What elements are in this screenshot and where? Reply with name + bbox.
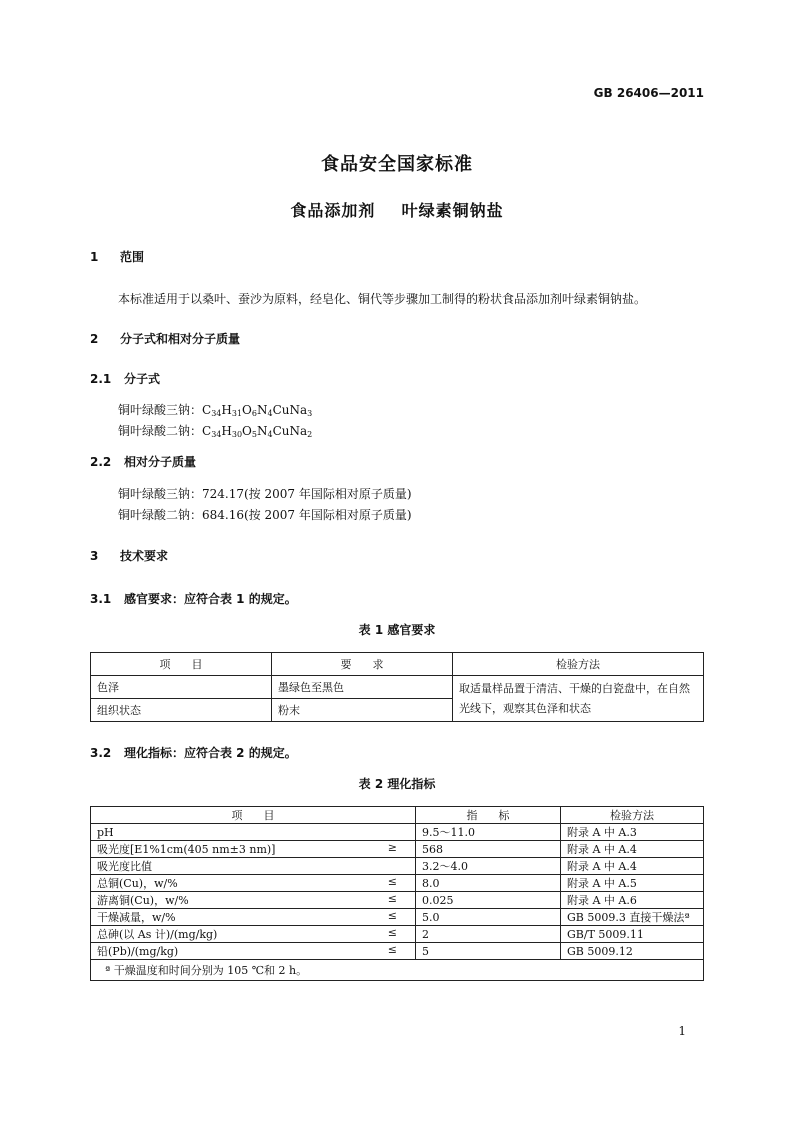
comparison-symbol: ≤ xyxy=(387,892,397,905)
method-cell: GB 5009.3 直接干燥法ª xyxy=(561,909,704,926)
method-cell: 附录 A 中 A.4 xyxy=(561,858,704,875)
table-cell: 组织状态 xyxy=(91,699,272,722)
formula-trisodium: 铜叶绿酸三钠：$C_{34}H_{31}O_6N_4CuNa_3$ xyxy=(118,403,313,418)
table-row xyxy=(91,943,704,960)
table-row xyxy=(91,676,704,699)
value-cell: 3.2～4.0 xyxy=(416,858,561,875)
document-subtitle: 食品添加剂 叶绿素铜钠盐 xyxy=(290,201,504,220)
section-number: 2.1 xyxy=(90,372,112,386)
section-3-2-heading xyxy=(90,744,297,761)
method-cell: 附录 A 中 A.4 xyxy=(561,841,704,858)
method-cell: GB 5009.12 xyxy=(561,943,704,960)
value-cell: 2 xyxy=(416,926,561,943)
table-row xyxy=(91,858,704,875)
table-header: 项 目 xyxy=(91,807,416,824)
item-text: pH xyxy=(97,825,114,839)
item-text: 吸光度[E1%1cm(405 nm±3 nm)] xyxy=(97,843,276,856)
table-row xyxy=(91,892,704,909)
table-cell: 粉末 xyxy=(272,699,453,722)
scope-paragraph: 本标准适用于以桑叶、蚕沙为原料，经皂化、铜代等步骤加工制得的粉状食品添加剂叶绿素铜钠盐。 xyxy=(118,292,647,306)
section-number: 1 xyxy=(90,250,99,264)
section-2-2-heading xyxy=(90,453,196,470)
section-title: 技术要求 xyxy=(120,549,169,563)
item-cell xyxy=(91,875,416,892)
sensory-requirements-table xyxy=(90,652,704,722)
section-number: 3.2 xyxy=(90,746,112,760)
item-cell xyxy=(91,892,416,909)
table-row xyxy=(91,824,704,841)
method-cell: 取适量样品置于清洁、干燥的白瓷盘中，在自然光线下，观察其色泽和状态 xyxy=(453,676,704,722)
document-title: 食品安全国家标准 xyxy=(321,154,473,175)
item-cell xyxy=(91,943,416,960)
formula-label: 铜叶绿酸三钠： xyxy=(118,403,203,417)
comparison-symbol: ≤ xyxy=(387,926,397,939)
table-row xyxy=(91,909,704,926)
method-cell: GB/T 5009.11 xyxy=(561,926,704,943)
item-text: 干燥减量，w/% xyxy=(97,911,176,924)
item-cell xyxy=(91,858,416,875)
item-cell xyxy=(91,824,416,841)
item-text: 总铜(Cu)，w/% xyxy=(97,877,178,890)
value-cell: 568 xyxy=(416,841,561,858)
table-header: 检验方法 xyxy=(453,653,704,676)
section-2-heading xyxy=(90,330,240,347)
page-number: 1 xyxy=(678,1024,686,1038)
item-cell xyxy=(91,909,416,926)
section-title: 分子式 xyxy=(124,372,161,386)
comparison-symbol: ≤ xyxy=(387,943,397,956)
item-cell xyxy=(91,926,416,943)
comparison-symbol: ≤ xyxy=(387,909,397,922)
section-number: 2 xyxy=(90,332,99,346)
value-cell: 9.5～11.0 xyxy=(416,824,561,841)
mass-trisodium: 铜叶绿酸三钠：724.17(按 2007 年国际相对原子质量) xyxy=(118,487,412,501)
formula-disodium: 铜叶绿酸二钠：$C_{34}H_{30}O_5N_4CuNa_2$ xyxy=(118,424,313,439)
table-header: 检验方法 xyxy=(561,807,704,824)
section-title: 感官要求：应符合表 1 的规定。 xyxy=(124,592,297,606)
table-footnote-row xyxy=(91,960,704,981)
table-header: 指 标 xyxy=(416,807,561,824)
table-header: 要 求 xyxy=(272,653,453,676)
item-text: 铅(Pb)/(mg/kg) xyxy=(97,945,179,958)
table-row xyxy=(91,875,704,892)
section-2-1-heading xyxy=(90,370,160,387)
section-number: 3.1 xyxy=(90,592,112,606)
table-1-caption: 表 1 感官要求 xyxy=(358,623,436,637)
value-cell: 5.0 xyxy=(416,909,561,926)
item-cell xyxy=(91,841,416,858)
table-cell: 墨绿色至黑色 xyxy=(272,676,453,699)
table-footnote: ª 干燥温度和时间分别为 105 ℃和 2 h。 xyxy=(91,960,704,981)
section-title: 理化指标：应符合表 2 的规定。 xyxy=(124,746,297,760)
table-2-caption: 表 2 理化指标 xyxy=(358,777,436,791)
table-header: 项 目 xyxy=(91,653,272,676)
section-number: 3 xyxy=(90,549,99,563)
comparison-symbol: ≥ xyxy=(387,841,397,854)
value-cell: 8.0 xyxy=(416,875,561,892)
item-text: 总砷(以 As 计)/(mg/kg) xyxy=(97,928,218,941)
physicochemical-indicators-table xyxy=(90,806,704,981)
table-row xyxy=(91,841,704,858)
comparison-symbol: ≤ xyxy=(387,875,397,888)
mass-disodium: 铜叶绿酸二钠：684.16(按 2007 年国际相对原子质量) xyxy=(118,508,412,522)
section-title: 相对分子质量 xyxy=(124,455,197,469)
method-cell: 附录 A 中 A.3 xyxy=(561,824,704,841)
section-1-heading xyxy=(90,248,144,265)
method-cell: 附录 A 中 A.5 xyxy=(561,875,704,892)
section-3-1-heading xyxy=(90,590,297,607)
section-3-heading xyxy=(90,547,168,564)
table-cell: 色泽 xyxy=(91,676,272,699)
table-row xyxy=(91,926,704,943)
section-number: 2.2 xyxy=(90,455,112,469)
value-cell: 5 xyxy=(416,943,561,960)
item-text: 游离铜(Cu)，w/% xyxy=(97,894,189,907)
standard-code: GB 26406—2011 xyxy=(593,86,704,100)
method-cell: 附录 A 中 A.6 xyxy=(561,892,704,909)
value-cell: 0.025 xyxy=(416,892,561,909)
item-text: 吸光度比值 xyxy=(97,860,152,873)
section-title: 分子式和相对分子质量 xyxy=(120,332,241,346)
section-title: 范围 xyxy=(120,250,145,264)
formula-label: 铜叶绿酸二钠： xyxy=(118,424,203,438)
